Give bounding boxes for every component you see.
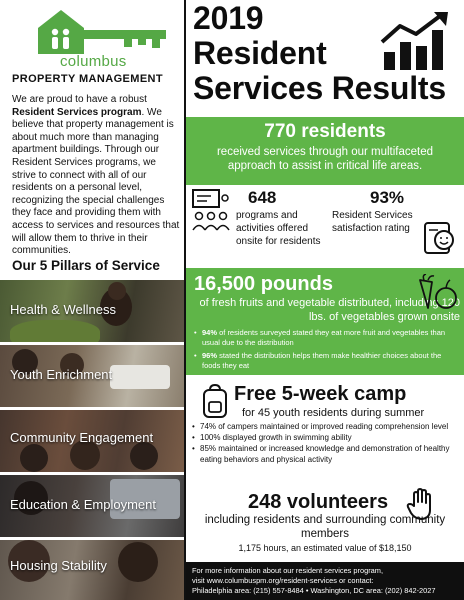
brand-name: columbus: [60, 53, 127, 70]
list-item: [194, 328, 458, 348]
pillar-label: Community Engagement: [10, 430, 154, 445]
pillar-label: Housing Stability: [10, 558, 107, 573]
brand-subtitle: PROPERTY MANAGEMENT: [12, 73, 164, 85]
volunteers-text: including residents and surrounding community members: [204, 514, 446, 540]
pillar-community-engagement: [0, 410, 184, 472]
camp-bullet-list: [192, 422, 462, 466]
volunteers-headline: 248 volunteers: [248, 491, 389, 513]
presentation-people-icon: [191, 188, 231, 232]
list-item: [194, 351, 458, 371]
camp-section: [186, 380, 464, 486]
residents-text: received services through our multifaceted approach to assist in critical life areas.: [216, 146, 434, 172]
pillar-education-employment: [0, 475, 184, 537]
footer-line-2: visit www.columbuspm.org/resident-services or contact:: [192, 576, 374, 585]
title-line-year: 2019: [193, 0, 264, 36]
food-bullet-2-stat: 96%: [202, 351, 218, 360]
pillar-label: Health & Wellness: [10, 302, 116, 317]
camp-headline: Free 5-week camp: [234, 383, 407, 405]
intro-text-rest: . We believe that property management is about much more than managing apartment buildings. Through our Resident Services programs, we strive to connect with all of our residents on a personal level, recognizing the special challenges they face and providing them with access to services and resources that will allow them to thrive in their communities.: [12, 106, 180, 257]
pillar-health-wellness: [0, 280, 184, 342]
pillars-title: Our 5 Pillars of Service: [12, 258, 160, 273]
list-item: • 100% displayed growth in swimming ability: [192, 433, 462, 444]
intro-paragraph: [12, 94, 180, 258]
satisfaction-text: Resident Services satisfaction rating: [332, 210, 413, 234]
trending-chart-icon: [378, 12, 458, 70]
footer-line-3: Philadelphia area: (215) 557-8484 • Washington, DC area: (202) 842-2027: [192, 586, 436, 595]
pillar-youth-enrichment: [0, 345, 184, 407]
pillar-label: Education & Employment: [10, 497, 156, 512]
pillar-housing-stability: [0, 540, 184, 600]
food-bullet-list: [194, 328, 458, 374]
footer-line-1: For more information about our resident services program,: [192, 566, 384, 575]
food-bullet-1-stat: 94%: [202, 328, 218, 337]
left-column: [0, 0, 184, 600]
volunteers-note: 1,175 hours, an estimated value of $18,150: [238, 543, 412, 553]
vegetables-icon: [414, 274, 458, 312]
smiley-rating-icon: [424, 222, 456, 254]
residents-headline: 770 residents: [264, 121, 386, 142]
food-bullet-2-text: stated the distribution helps them make healthier choices about the foods they eat: [202, 351, 442, 370]
title-line-resident: Resident: [193, 35, 327, 71]
stats-row: [186, 186, 464, 264]
intro-bold-program: Resident Services program: [12, 106, 142, 118]
food-headline: 16,500 pounds: [194, 273, 333, 295]
backpack-icon: [202, 384, 228, 418]
food-text: of fresh fruits and vegetable distributed, including 120 lbs. of vegetables grown onsite: [199, 297, 460, 323]
intro-text-start: We are proud to have a robust: [12, 94, 147, 105]
residents-band: [186, 117, 464, 185]
food-bullet-1-text: of residents surveyed stated they eat more fruit and vegetables than usual due to the distribution: [202, 328, 446, 347]
programs-text: programs and activities offered onsite for residents: [236, 210, 321, 247]
volunteers-section: [186, 488, 464, 560]
programs-value: 648: [248, 188, 277, 207]
list-item: • 74% of campers maintained or improved reading comprehension level: [192, 422, 462, 433]
camp-subtitle: for 45 youth residents during summer: [242, 407, 425, 419]
title-line-services: Services Results: [193, 70, 446, 106]
satisfaction-value: 93%: [370, 188, 405, 207]
pillar-label: Youth Enrichment: [10, 367, 113, 382]
contact-footer: [186, 562, 464, 600]
list-item: • 85% maintained or increased knowledge and demonstration of healthy eating behaviors and physical activity: [192, 444, 462, 465]
